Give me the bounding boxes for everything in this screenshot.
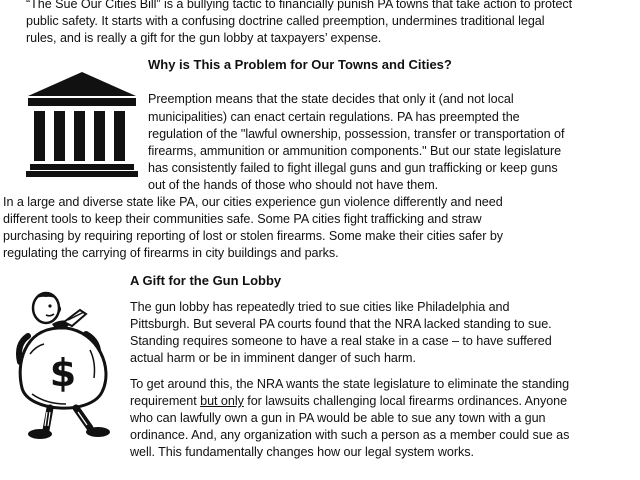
gun-lobby-p1-line-4: actual harm or be in imminent danger of such harm.	[130, 351, 416, 365]
gun-lobby-p2-line-1: To get around this, the NRA wants the state legislature to eliminate the standing	[130, 377, 570, 391]
gun-lobby-p2-line-4: ordinance. And, any organization with such a person as a member could sue as	[130, 428, 570, 442]
government-building-icon	[24, 70, 140, 178]
intro-line-2: public safety. It starts with a confusing doctrine called preemption, undermines traditional legal	[26, 14, 545, 28]
cities-line-3: purchasing by requiring reporting of lost or stolen firearms. Some make their cities safer by	[3, 229, 504, 243]
problem-line-3: regulation of the "lawful ownership, possession, transfer or transportation of	[148, 127, 565, 141]
problem-line-4: firearms, ammunition or ammunition components." But our state legislature	[148, 144, 562, 158]
gun-lobby-p1-line-3: Standing requires someone to have a real stake in a case – to have suffered	[130, 334, 552, 348]
intro-line-1: “The Sue Our Cities Bill” is a bullying tactic to financially punish PA towns that take action to protect	[26, 0, 573, 11]
problem-line-2: municipalities) can enact certain regulations. PA has preempted the	[148, 110, 520, 124]
dollar-sign-icon: $	[49, 351, 77, 395]
gun-lobby-p1-line-1: The gun lobby has repeatedly tried to sue cities like Philadelphia and	[130, 300, 510, 314]
money-bag-man-illustration	[6, 284, 124, 444]
requirement-text: requirement	[130, 394, 201, 408]
gun-lobby-p2-line-2	[130, 393, 567, 410]
gun-lobby-p2-line-5: well. This fundamentally changes how our legal system works.	[130, 445, 474, 459]
section-heading-problem: Why is This a Problem for Our Towns and Cities?	[148, 57, 452, 72]
cities-line-1: In a large and diverse state like PA, our cities experience gun violence differently and need	[3, 195, 503, 209]
gun-lobby-p1-line-2: Pittsburgh. But several PA courts found that the NRA lacked standing to sue.	[130, 317, 552, 331]
gun-lobby-p2-line-3: who can lawfully own a gun in PA would be able to sue any town with a gun	[130, 411, 546, 425]
ordinances-text: for lawsuits challenging local firearms ordinances. Anyone	[243, 394, 568, 408]
cities-line-4: regulating the carrying of firearms in city buildings and parks.	[3, 246, 339, 260]
problem-line-6: out of the hands of those who should not have them.	[148, 178, 439, 192]
but-only-emphasis: but only	[200, 394, 244, 408]
intro-line-3: rules, and is really a gift for the gun lobby at taxpayers’ expense.	[26, 31, 382, 45]
problem-line-5: has consistently failed to fight illegal guns and gun trafficking or keep guns	[148, 161, 558, 175]
problem-line-1: Preemption means that the state decides that only it (and not local	[148, 92, 514, 106]
cities-line-2: different tools to keep their communities safe. Some PA cities fight trafficking and straw	[3, 212, 482, 226]
section-heading-gun-lobby: A Gift for the Gun Lobby	[130, 273, 282, 288]
